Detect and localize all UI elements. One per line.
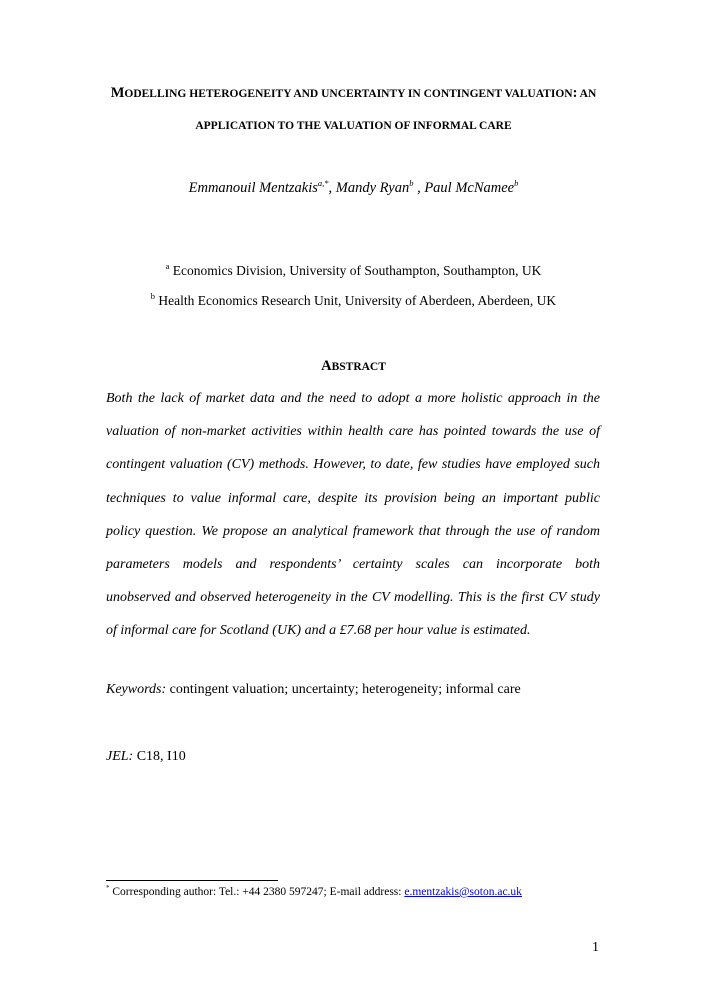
keywords-label: Keywords: — [106, 682, 167, 697]
footnote-divider — [106, 880, 278, 881]
title-colon: : — [572, 85, 578, 101]
author-affiliation-mark: b — [514, 178, 519, 188]
author-affiliation-mark: a,* — [317, 178, 329, 188]
title-line1-tail: AN — [579, 88, 597, 100]
footnote-text: Corresponding author: Tel.: +44 2380 597247; E-mail address: — [109, 886, 405, 898]
abstract-line: contingent valuation (CV) methods. However, to date, few studies have employed such — [106, 457, 600, 473]
footnote-mark: * — [106, 884, 110, 892]
affiliation-mark: a — [165, 261, 170, 271]
abstract-line: unobserved and observed heterogeneity in the CV modelling. This is the first CV study — [106, 590, 600, 606]
footnote — [106, 886, 522, 898]
abstract-line: parameters models and respondents’ certainty scales can incorporate both — [106, 556, 600, 572]
author-separator: , — [413, 180, 425, 196]
email-link[interactable]: e.mentzakis@soton.ac.uk — [404, 886, 522, 898]
paper-title-line1 — [0, 85, 707, 102]
abstract-line: techniques to value informal care, despite its provision being an important public — [106, 490, 600, 506]
affiliation-text: Health Economics Research Unit, University of Aberdeen, Aberdeen, UK — [158, 293, 557, 308]
author-affiliation-mark: b — [409, 178, 414, 188]
title-initial: M — [110, 85, 125, 101]
affiliation — [0, 293, 707, 309]
author-name: Paul McNamee — [424, 180, 515, 196]
jel-text: C18, I10 — [133, 749, 186, 764]
abstract-heading-rest: BSTRACT — [331, 361, 386, 373]
affiliation — [0, 263, 707, 279]
title-line1-text: ODELLING HETEROGENEITY AND UNCERTAINTY IN CONTINGENT VALUATION — [124, 88, 573, 100]
abstract-heading — [0, 358, 707, 375]
jel-label: JEL: — [106, 749, 134, 764]
keywords — [106, 682, 521, 698]
paper-title-line2: APPLICATION TO THE VALUATION OF INFORMAL CARE — [195, 120, 512, 132]
jel-codes — [106, 749, 186, 765]
abstract-line: of informal care for Scotland (UK) and a £7.68 per hour value is estimated. — [106, 623, 531, 639]
abstract-line: policy question. We propose an analytical framework that through the use of random — [106, 523, 600, 539]
abstract-line: valuation of non-market activities within health care has pointed towards the use of — [106, 424, 600, 440]
affiliation-text: Economics Division, University of Southampton, Southampton, UK — [172, 263, 542, 278]
keywords-text: contingent valuation; uncertainty; heterogeneity; informal care — [166, 682, 521, 697]
abstract-body — [106, 382, 600, 648]
author-name: Emmanouil Mentzakis — [188, 180, 318, 196]
abstract-line: Both the lack of market data and the need to adopt a more holistic approach in the — [106, 391, 600, 406]
abstract-heading-initial: A — [321, 358, 332, 374]
affiliation-mark: b — [150, 291, 156, 301]
author-list — [0, 180, 707, 197]
author-separator: , — [328, 180, 336, 196]
page-number: 1 — [592, 940, 599, 955]
author-name: Mandy Ryan — [335, 180, 410, 196]
